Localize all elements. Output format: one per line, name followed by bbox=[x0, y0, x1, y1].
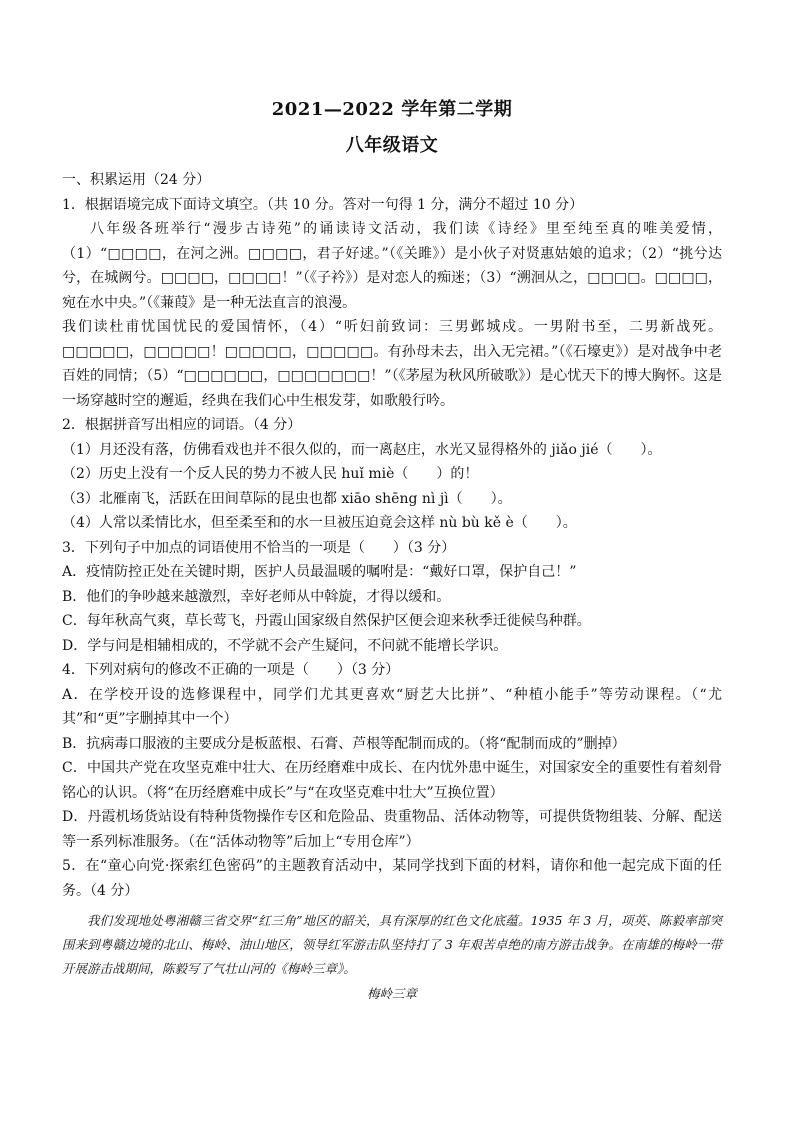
q2-item: （4）人常以柔情比水，但至柔至和的水一旦被压迫竟会这样 nù bù kě è（ ）。 bbox=[62, 515, 577, 531]
section-heading: 一、积累运用（24 分） bbox=[62, 172, 211, 188]
exam-title-year: 2021—2022 学年第二学期 bbox=[271, 99, 513, 120]
q3-option: B．他们的争吵越来越激烈，幸好老师从中斡旋，才得以缓和。 bbox=[62, 588, 451, 605]
q2-item: （2）历史上没有一个反人民的势力不被人民 huǐ miè（ ）的！ bbox=[62, 466, 479, 482]
q2-stem: 2．根据拼音写出相应的词语。（4 分） bbox=[62, 417, 302, 433]
q1-stem: 1．根据语境完成下面诗文填空。（共 10 分。答对一句得 1 分，满分不超过 10 分） bbox=[62, 196, 584, 213]
q3-option: C．每年秋高气爽，草长莺飞，丹霞山国家级自然保护区便会迎来秋季迁徙候鸟种群。 bbox=[62, 613, 591, 629]
q1-paragraph: 八年级各班举行“漫步古诗苑”的诵读诗文活动，我们读《诗经》里至纯至真的唯美爱情，（1）“□□□□，在河之洲。□□□□，君子好逑。”（《关雎》）是小伙子对贤惠姑娘的追求；（2）“挑兮达兮，在城阙兮。□□□□，□□□□！”（《子衿》）是对恋人的痴迷；（3）“溯洄从之，□□□□。□□□□，宛在水中央。”（《蒹葭》是一种无法直言的浪漫。 bbox=[62, 221, 722, 311]
q3-option: A．疫情防控正处在关键时期，医护人员最温暖的嘱咐是：“戴好口罩，保护自己！” bbox=[62, 564, 577, 580]
exam-page bbox=[62, 98, 722, 1007]
q3-stem: 3．下列句子中加点的词语使用不恰当的一项是（ ）（3 分） bbox=[62, 539, 456, 556]
exam-title-subject: 八年级语文 bbox=[345, 135, 439, 156]
q4-option: A．在学校开设的选修课程中，同学们尤其更喜欢“厨艺大比拼”、“种植小能手”等劳动课程。（“尤其”和“更”字删掉其中一个） bbox=[62, 686, 722, 727]
poem-title: 梅岭三章 bbox=[366, 986, 417, 1001]
q2-item: （1）月还没有落，仿佛看戏也并不很久似的，而一离赵庄，水光又显得格外的 jiǎo jié（ ）。 bbox=[62, 441, 662, 458]
q4-option: B．抗病毒口服液的主要成分是板蓝根、石膏、芦根等配制而成的。（将“配制而成的”删掉） bbox=[62, 735, 626, 752]
q4-option: D．丹霞机场货站设有特种货物操作专区和危险品、贵重物品、活体动物等，可提供货物组装、分解、配送等一系列标准服务。（在“活体动物等”后加上“专用仓库”） bbox=[62, 809, 722, 850]
q2-item: （3）北雁南飞，活跃在田间草际的昆虫也都 xiāo shēng nì jì（ ）。 bbox=[62, 490, 512, 507]
q4-stem: 4．下列对病句的修改不正确的一项是（ ）（3 分） bbox=[62, 662, 400, 678]
q1-paragraph: 我们读杜甫忧国忧民的爱国情怀，（4）“听妇前致词：三男邺城戍。一男附书至，二男新战死。□□□□□，□□□□□！□□□□□，□□□□□。有孙母未去，出入无完裙。”（《石壕吏》）是对战争中老百姓的同情；（5）“□□□□□□，□□□□□□□！”（《茅屋为秋风所破歌》）是心忧天下的博大胸怀。这是一场穿越时空的邂逅，经典在我们心中生根发芽，如歌般行吟。 bbox=[62, 319, 722, 409]
q5-material: 我们发现地处粤湘赣三省交界“红三角”地区的韶关，具有深厚的红色文化底蕴。1935 年 3 月，项英、陈毅率部突围来到粤赣边境的北山、梅岭、油山地区，领导红军游击队坚持打了 3 年艰苦卓绝的南方游击战争。在南雄的梅岭一带开展游击战期间，陈毅写了气壮山河的《梅岭三章》。 bbox=[62, 913, 722, 976]
q5-stem: 5．在“童心向党·探索红色密码”的主题教育活动中，某同学找到下面的材料，请你和他一起完成下面的任务。（4 分） bbox=[62, 858, 722, 899]
q4-option: C．中国共产党在攻坚克难中壮大、在历经磨难中成长、在内忧外患中诞生，对国家安全的重要性有着刻骨铭心的认识。（将“在历经磨难中成长”与“在攻坚克难中壮大”互换位置） bbox=[62, 760, 722, 801]
q3-option: D．学与问是相辅相成的，不学就不会产生疑问，不问就不能增长学识。 bbox=[62, 637, 508, 654]
